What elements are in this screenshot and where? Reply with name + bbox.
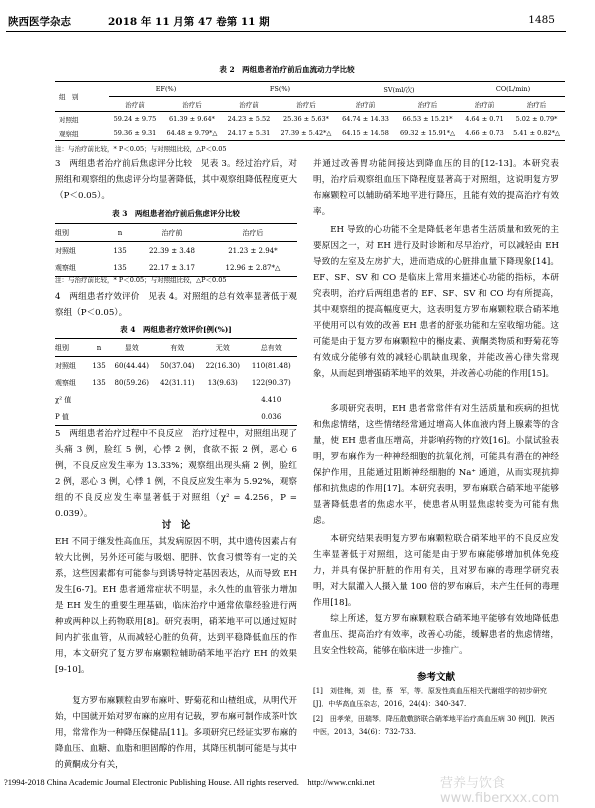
table-cell: 对照组 <box>55 361 76 370</box>
table2-caption: 表 2 两组患者治疗前后血流动力学比较 <box>219 65 355 74</box>
page-number: 1485 <box>528 14 555 26</box>
table2-col-co: CO(L/min) <box>461 82 565 97</box>
table4-header: 显效 <box>124 343 139 352</box>
table-row <box>55 259 297 277</box>
table4-header: 有效 <box>170 343 185 352</box>
right-para-1: 并通过改善胃功能间接达到降血压的目的[12-13]。本研究表明，治疗后观察组血压下降程度显著高于对照组，这说明复方罗布麻颗粒可以辅助硝苯地平进行降压，且能有效的提高治疗有效率。 <box>313 159 559 217</box>
table2-col-fs: FS(%) <box>223 82 337 97</box>
table-cell: 59.36 ± 9.31 <box>113 129 157 137</box>
watermark: 营养与饮食 www.fiberxxx.com <box>440 776 560 806</box>
table-cell: 4.64 ± 0.71 <box>465 115 504 123</box>
table-cell: 50(37.04) <box>160 361 195 370</box>
table-cell: 135 <box>92 378 106 387</box>
section-adverse: 5 两组患者治疗过程中不良反应 治疗过程中，对照组出现了头痛 3 例，脸红 5 例，心悸 2 例，食欲不振 2 例，恶心 6 例，不良反应发生率为 13.33%；观察组出现头痛 2 例，脸红 2 例，恶心 3 例，心悸 1 例，不良反应发生率为 5.92%，观察组的不良反应发生率显著低于对照组（χ² = 4.256，P = 0.039）。 <box>55 429 297 519</box>
table-cell: 110(81.48) <box>251 361 291 370</box>
table2-col-ef: EF(%) <box>109 82 223 97</box>
table-cell: 42(31.11) <box>160 378 195 387</box>
right-para-2: EH 导致的心功能不全是降低老年患者生活质量和致死的主要原因之一，对 EH 进行及时诊断和尽早治疗，可以减轻由 EH 导致的左室及左房扩大，进而造成的心脏排血量下降现象[14]。EF、SF、SV 和 CO 是临床上常用来描述心功能的指标，本研究表明，治疗后两组患者的 EF、SF、SV 和 CO 均有所提高，其中观察组的提高幅度更大，这表明复方罗布麻颗粒联合硝苯地平使用可以有效的改善 EH 患者的舒张功能和左室收缩功能。这可能是由于复方罗布麻颗粒中的槲皮素、黄酮类物质和野菊花等有效成分能够有效的减轻心肌缺血现象，并能改善心律失常现象，从而起到增强硝苯地平的效果，并改善心功能的作用[15]。 <box>313 225 559 379</box>
table2-group-header: 组 别 <box>55 82 109 112</box>
table-cell: 22.17 ± 3.17 <box>148 263 195 272</box>
table-cell: 80(59.26) <box>114 378 149 387</box>
section-efficacy: 4 两组患者疗效评价 见表 4。对照组的总有效率显著低于观察组（P＜0.05）。 <box>55 292 297 318</box>
table4-header: 无效 <box>215 343 230 352</box>
table2-note: 注：与治疗前比较，* P＜0.05；与对照组比较，△P＜0.05 <box>55 145 227 153</box>
table-cell: 64.74 ± 14.33 <box>342 115 389 123</box>
table-cell: 135 <box>113 246 127 255</box>
table2-sub-after: 治疗后 <box>417 100 438 109</box>
discussion-para-2: 复方罗布麻颗粒由罗布麻叶、野菊花和山楂组成，从明代开始，中国就开始对罗布麻的应用有记载，罗布麻可制作成茶叶饮用，常常作为一种降压保健品[11]。多项研究已经证实罗布麻的降血压、血糖、血脂和胆固醇的作用，其降压机制可能是与其中的黄酮成分有关， <box>55 696 297 770</box>
right-para-4: 本研究结果表明复方罗布麻颗粒联合硝苯地平的不良反应发生率显著低于对照组，这可能是由于罗布麻能够增加机体免疫力，并具有保护肝脏的作用有关，且对罗布麻的毒理学研究表明，对大鼠灌入人摄入量 100 倍的罗布麻后，未产生任何的毒理作用[18]。 <box>313 534 559 608</box>
table-row <box>55 242 297 260</box>
table2-sub-before: 治疗前 <box>125 100 145 109</box>
table-cell: 5.41 ± 0.82*△ <box>513 129 560 137</box>
table-cell: 对照组 <box>59 115 79 124</box>
table-cell: 64.15 ± 14.58 <box>342 129 389 137</box>
section-anxiety: 3 两组患者治疗前后焦虑评分比较 见表 3。经过治疗后，对照组和观察组的焦虑评分均显著降低，其中观察组降低程度更大（P＜0.05）。 <box>55 159 297 201</box>
table-cell: 22.39 ± 3.48 <box>148 246 195 255</box>
right-para-3: 多项研究表明，EH 患者常常伴有对生活质量和疾病的担忧和焦虑情绪，这些情绪经常通过增高人体血液内肾上腺素等的含量，使 EH 患者血压增高，并影响药物的疗效[16]。小鼠试验表明，罗布麻作为一种神经细胞的抗氧化剂，可能具有潜在的神经保护作用，且能通过阻断神经细胞的 Na⁺ 通道，从而实现抗抑郁和抗焦虑的作用[17]。本研究表明，罗布麻联合硝苯地平能够显著降低患者的焦虑水平，使患者从明显焦虑转变为可能有焦虑。 <box>313 404 559 526</box>
table2-col-sv: SV(ml/次) <box>337 82 461 97</box>
table-cell: 25.36 ± 5.63* <box>283 115 329 123</box>
discussion-para-1: EH 不同于继发性高血压，其发病原因不明，其中遗传因素占有较大比例，另外还可能与吸烟、肥胖、饮食习惯等有一定的关系，这些因素都有可能参与到诱导特定基因表达，从而导致 EH 发生[6-7]。EH 患者通常症状不明显，永久性的血管张力增加是 EH 发生的重要生理基础，临床治疗中通常依靠经验进行两种或两种以上药物联用[8]。研究表明，硝苯地平可以通过短时间内扩张血管，从而减轻心脏的负荷，达到平稳降低血压的作用，本文研究了复方罗布麻颗粒辅助硝苯地平治疗 EH 的效果[9-10]。 <box>55 537 297 675</box>
table-cell: 135 <box>92 361 106 370</box>
table-cell: 观察组 <box>55 263 76 272</box>
table2-sub-before: 治疗前 <box>239 100 259 109</box>
table-cell: 22(16.30) <box>205 361 240 370</box>
table2 <box>55 81 565 141</box>
table-cell: 122(90.37) <box>251 378 291 387</box>
reference-1: [1] 刘佳梅，刘 佳，蔡 军，等．原发性高血压相关代谢组学的初步研究[J]．中华高血压杂志，2016，24(4)：340-347. <box>313 687 547 708</box>
table-row <box>55 391 297 408</box>
table-cell: χ² 值 <box>55 395 72 404</box>
table-cell: 27.39 ± 5.42*△ <box>280 129 332 137</box>
journal-issue: 2018 年 11 月第 47 卷第 11 期 <box>108 16 270 28</box>
table4-header: 组别 <box>55 343 69 352</box>
table-cell: 59.24 ± 9.75 <box>113 115 157 123</box>
table-cell: 60(44.44) <box>114 361 149 370</box>
table-cell: 观察组 <box>55 378 76 387</box>
table-cell: 对照组 <box>55 246 76 255</box>
table3 <box>55 223 297 277</box>
table-cell: 13(9.63) <box>207 378 238 387</box>
table-row <box>55 126 565 141</box>
table-cell: 观察组 <box>59 129 79 138</box>
table2-sub-after: 治疗后 <box>526 100 547 109</box>
table3-header: 组别 <box>55 228 69 237</box>
table3-caption: 表 3 两组患者治疗前后焦虑评分比较 <box>112 209 240 218</box>
table-cell: 135 <box>113 263 127 272</box>
journal-name: 陕西医学杂志 <box>8 16 71 28</box>
table2-sub-after: 治疗后 <box>182 100 202 109</box>
table4-header: 总有效 <box>260 343 282 352</box>
table-row <box>55 357 297 375</box>
table2-sub-before: 治疗前 <box>474 100 495 109</box>
table-cell: 21.23 ± 2.94* <box>228 246 278 255</box>
table-row <box>55 374 297 391</box>
table-cell: 24.17 ± 5.31 <box>227 129 271 137</box>
references-title: 参考文献 <box>416 672 455 683</box>
table-cell: 66.53 ± 15.21* <box>402 115 453 123</box>
header-rule <box>6 31 566 32</box>
table-cell: 24.23 ± 5.52 <box>227 115 271 123</box>
table2-sub-before: 治疗前 <box>355 100 376 109</box>
table-cell: 69.32 ± 15.91*△ <box>399 129 456 137</box>
table-cell: 64.48 ± 9.79*△ <box>166 129 218 137</box>
table-cell: 5.02 ± 0.79* <box>515 115 558 123</box>
table3-header: 治疗前 <box>161 228 183 237</box>
table-cell: 4.66 ± 0.73 <box>465 129 504 137</box>
table4-header: n <box>96 343 102 352</box>
table3-note: 注：与治疗前比较，* P＜0.05；与对照组比较，△P＜0.05 <box>55 276 227 284</box>
right-para-5: 综上所述，复方罗布麻颗粒联合硝苯地平能够有效地降低患者血压、提高治疗有效率，改善心功能，缓解患者的焦虑情绪，且安全性较高，能够在临床进一步推广。 <box>313 614 559 656</box>
table-cell: 4.410 <box>261 395 282 404</box>
table-cell: 0.036 <box>261 412 282 421</box>
table3-header: n <box>117 228 123 237</box>
table4 <box>55 338 297 426</box>
reference-2: [2] 田孝荣，田瑞琴．降压散敷脐联合硝苯地平治疗高血压病 30 例[J]．陕西中医，2013，34(6)：732-733. <box>313 715 555 736</box>
table4-caption: 表 4 两组患者疗效评价[例(%)] <box>120 325 232 334</box>
table-cell: P 值 <box>55 412 69 421</box>
table-row <box>55 112 565 127</box>
table-cell: 12.96 ± 2.87*△ <box>225 263 281 272</box>
table-row <box>55 408 297 426</box>
table3-header: 治疗后 <box>242 228 264 237</box>
copyright-footer: ?1994-2018 China Academic Journal Electronic Publishing House. All rights reserved. http://www.cnki.net <box>4 777 375 787</box>
table2-sub-after: 治疗后 <box>296 100 316 109</box>
discussion-title: 讨 论 <box>161 520 191 531</box>
table-cell: 61.39 ± 9.64* <box>169 115 215 123</box>
